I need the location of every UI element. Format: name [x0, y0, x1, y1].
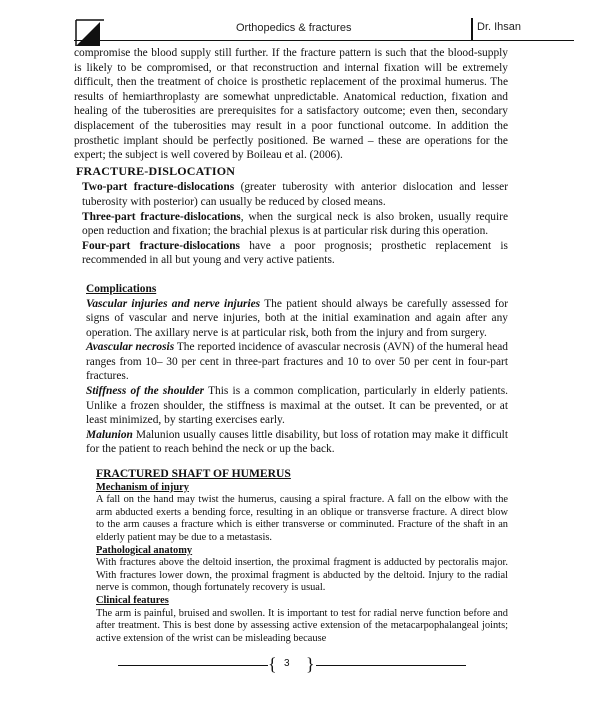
vascular-paragraph [86, 297, 508, 341]
shaft-block [74, 482, 508, 646]
vascular-text: The patient should always be carefully assessed for signs of vascular and nerve injuries, both at the initial examination and again after any operation. The axillary nerve is at particular risk, both from the injury and from surgery. [86, 297, 509, 339]
avn-paragraph [86, 340, 508, 384]
complications-heading: Complications [86, 282, 157, 295]
stiffness-paragraph [86, 384, 508, 428]
footer-rule-left [118, 665, 268, 666]
fracture-dislocation-heading: FRACTURE-DISLOCATION [76, 163, 236, 178]
complications-block [74, 297, 508, 458]
page-number: 3 [284, 658, 290, 669]
header-title: Orthopedics & fractures [236, 22, 352, 34]
stiffness-text: This is a common complication, particularly in elderly patients. Unlike a frozen shoulder, the stiffness is maximal at the outset. It can be prevented, or at least minimized, by starting exercises early. [86, 385, 508, 427]
three-part-text: , when the surgical neck is also broken, usually require open reduction and fixation; the brachial plexus is at particular risk during this operation. [82, 210, 509, 238]
malunion-label: Malunion [86, 428, 133, 441]
stiffness-label: Stiffness of the shoulder [86, 385, 205, 398]
three-part-paragraph [74, 210, 508, 239]
right-brace-icon: } [306, 654, 315, 674]
intro-paragraph: compromise the blood supply still further. If the fracture pattern is such that the blood-supply is likely to be compromised, or that reconstruction and internal fixation will be extremely difficult, then the treatment of choice is prosthetic replacement of the proximal humerus. The results of hemiarthroplasty are somewhat unpredictable. Anatomical reduction, fixation and healing of the tuberosities are prerequisites for a satisfactory outcome; even then, secondary displacement of the tuberosities may result in a poor functional outcome. In addition the prosthetic implant should be perfectly positioned. Be warned – these are operations for the expert; the subject is well covered by Boileau et al. (2006). [74, 47, 508, 162]
four-part-text: have a poor prognosis; prosthetic replacement is recommended in all but young and very active patients. [82, 239, 508, 267]
three-part-label: Three-part fracture-dislocations [82, 210, 241, 223]
clinical-paragraph: The arm is painful, bruised and swollen. It is important to test for radial nerve function before and after treatment. This is best done by assessing active extension of the metacarpophalangeal joints; active extension of the wrist can be misleading because [96, 607, 508, 644]
header-divider [471, 18, 473, 40]
page-header [74, 18, 574, 41]
page-body [74, 46, 508, 645]
two-part-paragraph [74, 180, 508, 209]
footer-rule-right [316, 665, 466, 666]
avn-text: The reported incidence of avascular necrosis (AVN) of the humeral head ranges from 10– 30 per cent in three-part fractures and 10 to over 50 per cent in four-part fractures. [86, 341, 508, 383]
mechanism-paragraph: A fall on the hand may twist the humerus, causing a spiral fracture. A fall on the elbow with the arm abducted exerts a bending force, resulting in an oblique or transverse fracture. A direct blow to the arm causes a fracture which is either transverse or comminuted. Fracture of the shaft in an elderly patient may be due to a metastasis. [96, 494, 508, 543]
avn-label: Avascular necrosis [86, 341, 175, 354]
malunion-text: Malunion usually causes little disability, but loss of rotation may make it difficult for the patient to reach behind the neck or up the back. [86, 428, 508, 456]
pathology-paragraph: With fractures above the deltoid insertion, the proximal fragment is adducted by pectoralis major. With fractures lower down, the proximal fragment is abducted by the deltoid. Injury to the radial nerve is common, though fortunately recovery is usual. [96, 557, 508, 594]
vascular-label: Vascular injuries and nerve injuries [86, 297, 261, 310]
header-author: Dr. Ihsan [477, 21, 522, 33]
two-part-label: Two-part fracture-dislocations [82, 181, 235, 194]
shaft-heading: FRACTURED SHAFT OF HUMERUS [96, 467, 291, 481]
page-footer [118, 656, 478, 674]
four-part-label: Four-part fracture-dislocations [82, 239, 240, 252]
malunion-paragraph [86, 428, 508, 457]
mechanism-heading: Mechanism of injury [96, 481, 189, 493]
two-part-text: (greater tuberosity with anterior dislocation and lesser tuberosity with posterior) can usually be reduced by closed means. [82, 181, 508, 208]
pathology-heading: Pathological anatomy [96, 544, 193, 556]
four-part-paragraph [74, 239, 508, 268]
clinical-heading: Clinical features [96, 594, 169, 606]
left-brace-icon: { [268, 654, 277, 674]
corner-logo-icon [74, 18, 104, 48]
